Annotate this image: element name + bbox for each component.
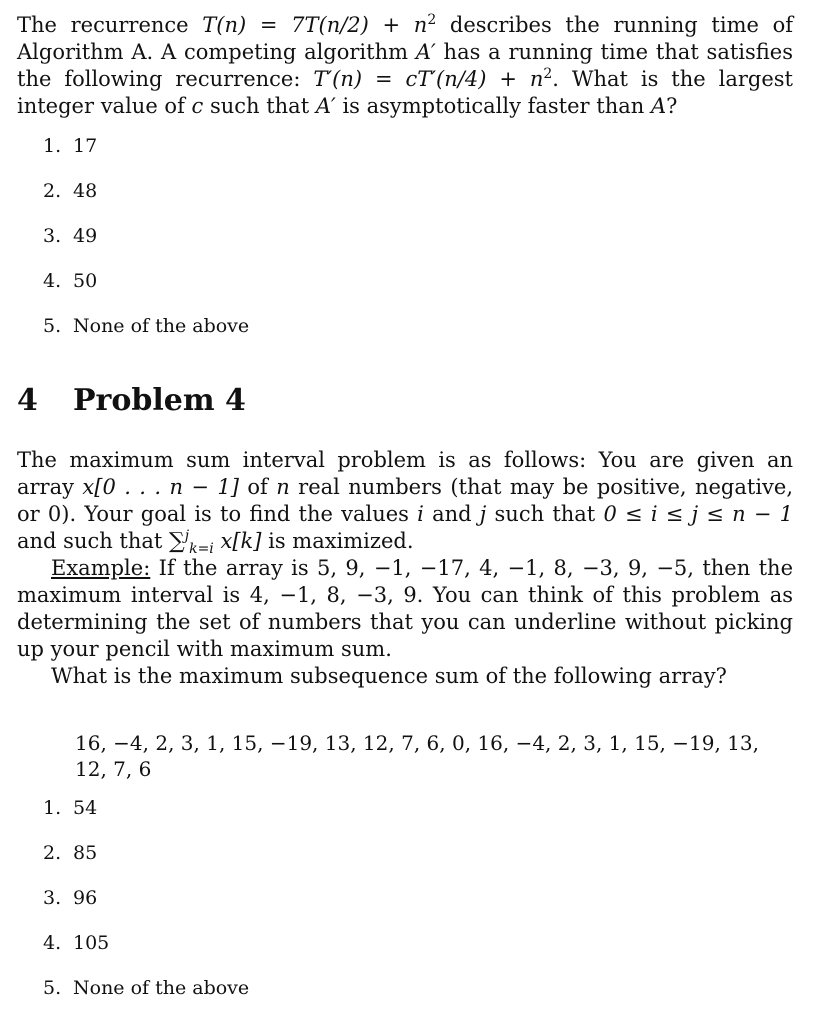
recurrence-b-exponent: 2 bbox=[543, 66, 553, 82]
option-number: 2. bbox=[43, 180, 62, 202]
variable-i: i bbox=[417, 502, 424, 526]
option-item[interactable] bbox=[17, 224, 793, 269]
variable-j: j bbox=[479, 502, 487, 526]
problem3-options bbox=[17, 134, 793, 359]
option-item[interactable] bbox=[17, 314, 793, 359]
option-label: 54 bbox=[73, 797, 98, 819]
array-values: 16, −4, 2, 3, 1, 15, −19, 13, 12, 7, 6, 0, 16, −4, 2, 3, 1, 15, −19, 13, 12, 7, 6 bbox=[75, 731, 759, 781]
option-item[interactable] bbox=[17, 134, 793, 179]
variable-c: c bbox=[191, 94, 204, 118]
example-label: Example: bbox=[51, 556, 151, 580]
problem3-text: is asymptotically faster than bbox=[335, 94, 651, 118]
option-item[interactable] bbox=[17, 841, 793, 886]
option-label: 105 bbox=[73, 932, 110, 954]
problem3-text: . What is the largest integer value of bbox=[17, 67, 793, 118]
problem4-options bbox=[17, 796, 793, 1021]
option-number: 1. bbox=[43, 135, 62, 157]
recurrence-a: T(n) = 7T(n/2) + n bbox=[202, 13, 428, 37]
problem3-text: describes the running time of Algorithm A. A competing algorithm bbox=[17, 13, 793, 64]
problem3-text: ? bbox=[666, 94, 678, 118]
inequality: 0 ≤ i ≤ j ≤ n − 1 bbox=[603, 502, 794, 526]
problem4-text: real numbers (that may be positive, negative, or 0). Your goal is to find the values bbox=[17, 475, 793, 526]
algorithm-a-prime: A′ bbox=[315, 94, 336, 118]
problem3-statement bbox=[17, 12, 793, 120]
problem4-text: is maximized. bbox=[261, 529, 414, 553]
problem3-text: such that bbox=[203, 94, 316, 118]
recurrence-a-exponent: 2 bbox=[427, 12, 437, 28]
algorithm-a: A bbox=[650, 94, 667, 118]
problem4-text: and such that bbox=[17, 529, 170, 553]
option-item[interactable] bbox=[17, 886, 793, 931]
problem3-text: has a running time that satisfies the following recurrence: bbox=[17, 40, 793, 91]
option-label: 96 bbox=[73, 887, 98, 909]
summation-lower: k=i bbox=[189, 541, 214, 558]
problem3-text: The recurrence bbox=[17, 13, 203, 37]
problem4-text: The maximum sum interval problem is as follows: You are given an array bbox=[17, 448, 793, 499]
algorithm-a-prime: A′ bbox=[415, 40, 436, 64]
option-item[interactable] bbox=[17, 269, 793, 314]
problem4-text: such that bbox=[486, 502, 604, 526]
document-page bbox=[17, 12, 793, 1021]
option-number: 4. bbox=[43, 932, 62, 954]
section-heading bbox=[17, 383, 793, 419]
option-number: 5. bbox=[43, 977, 62, 999]
section-title: Problem 4 bbox=[73, 383, 246, 418]
section-number: 4 bbox=[17, 383, 38, 418]
recurrence-b: T′(n) = cT′(n/4) + n bbox=[313, 67, 544, 91]
problem4-text: and bbox=[423, 502, 480, 526]
option-label: 85 bbox=[73, 842, 98, 864]
option-item[interactable] bbox=[17, 976, 793, 1021]
option-label: None of the above bbox=[73, 315, 250, 337]
option-label: None of the above bbox=[73, 977, 250, 999]
variable-n: n bbox=[276, 475, 290, 499]
option-item[interactable] bbox=[17, 931, 793, 976]
option-item[interactable] bbox=[17, 796, 793, 841]
summation-upper: j bbox=[184, 528, 190, 544]
array-symbol: x[0 . . . n − 1] bbox=[82, 475, 239, 499]
summation-term: x[k] bbox=[213, 529, 262, 553]
option-label: 48 bbox=[73, 180, 98, 202]
option-number: 3. bbox=[43, 225, 62, 247]
option-number: 1. bbox=[43, 797, 62, 819]
option-number: 3. bbox=[43, 887, 62, 909]
summation-sigma: ∑ bbox=[169, 529, 185, 554]
problem4-question: What is the maximum subsequence sum of the following array? bbox=[51, 664, 727, 688]
problem4-example bbox=[17, 555, 793, 663]
option-item[interactable] bbox=[17, 179, 793, 224]
option-number: 2. bbox=[43, 842, 62, 864]
option-number: 4. bbox=[43, 270, 62, 292]
option-number: 5. bbox=[43, 315, 62, 337]
option-label: 49 bbox=[73, 225, 98, 247]
example-text: If the array is 5, 9, −1, −17, 4, −1, 8, −3, 9, −5, then the maximum interval is 4, −1, 8, −3, 9. You can think of this problem as determining the set of numbers that you can underline without picking up your pencil with maximum sum. bbox=[17, 556, 793, 661]
problem4-text: of bbox=[238, 475, 277, 499]
problem4-intro bbox=[17, 447, 794, 558]
option-label: 17 bbox=[73, 135, 98, 157]
option-label: 50 bbox=[73, 270, 98, 292]
